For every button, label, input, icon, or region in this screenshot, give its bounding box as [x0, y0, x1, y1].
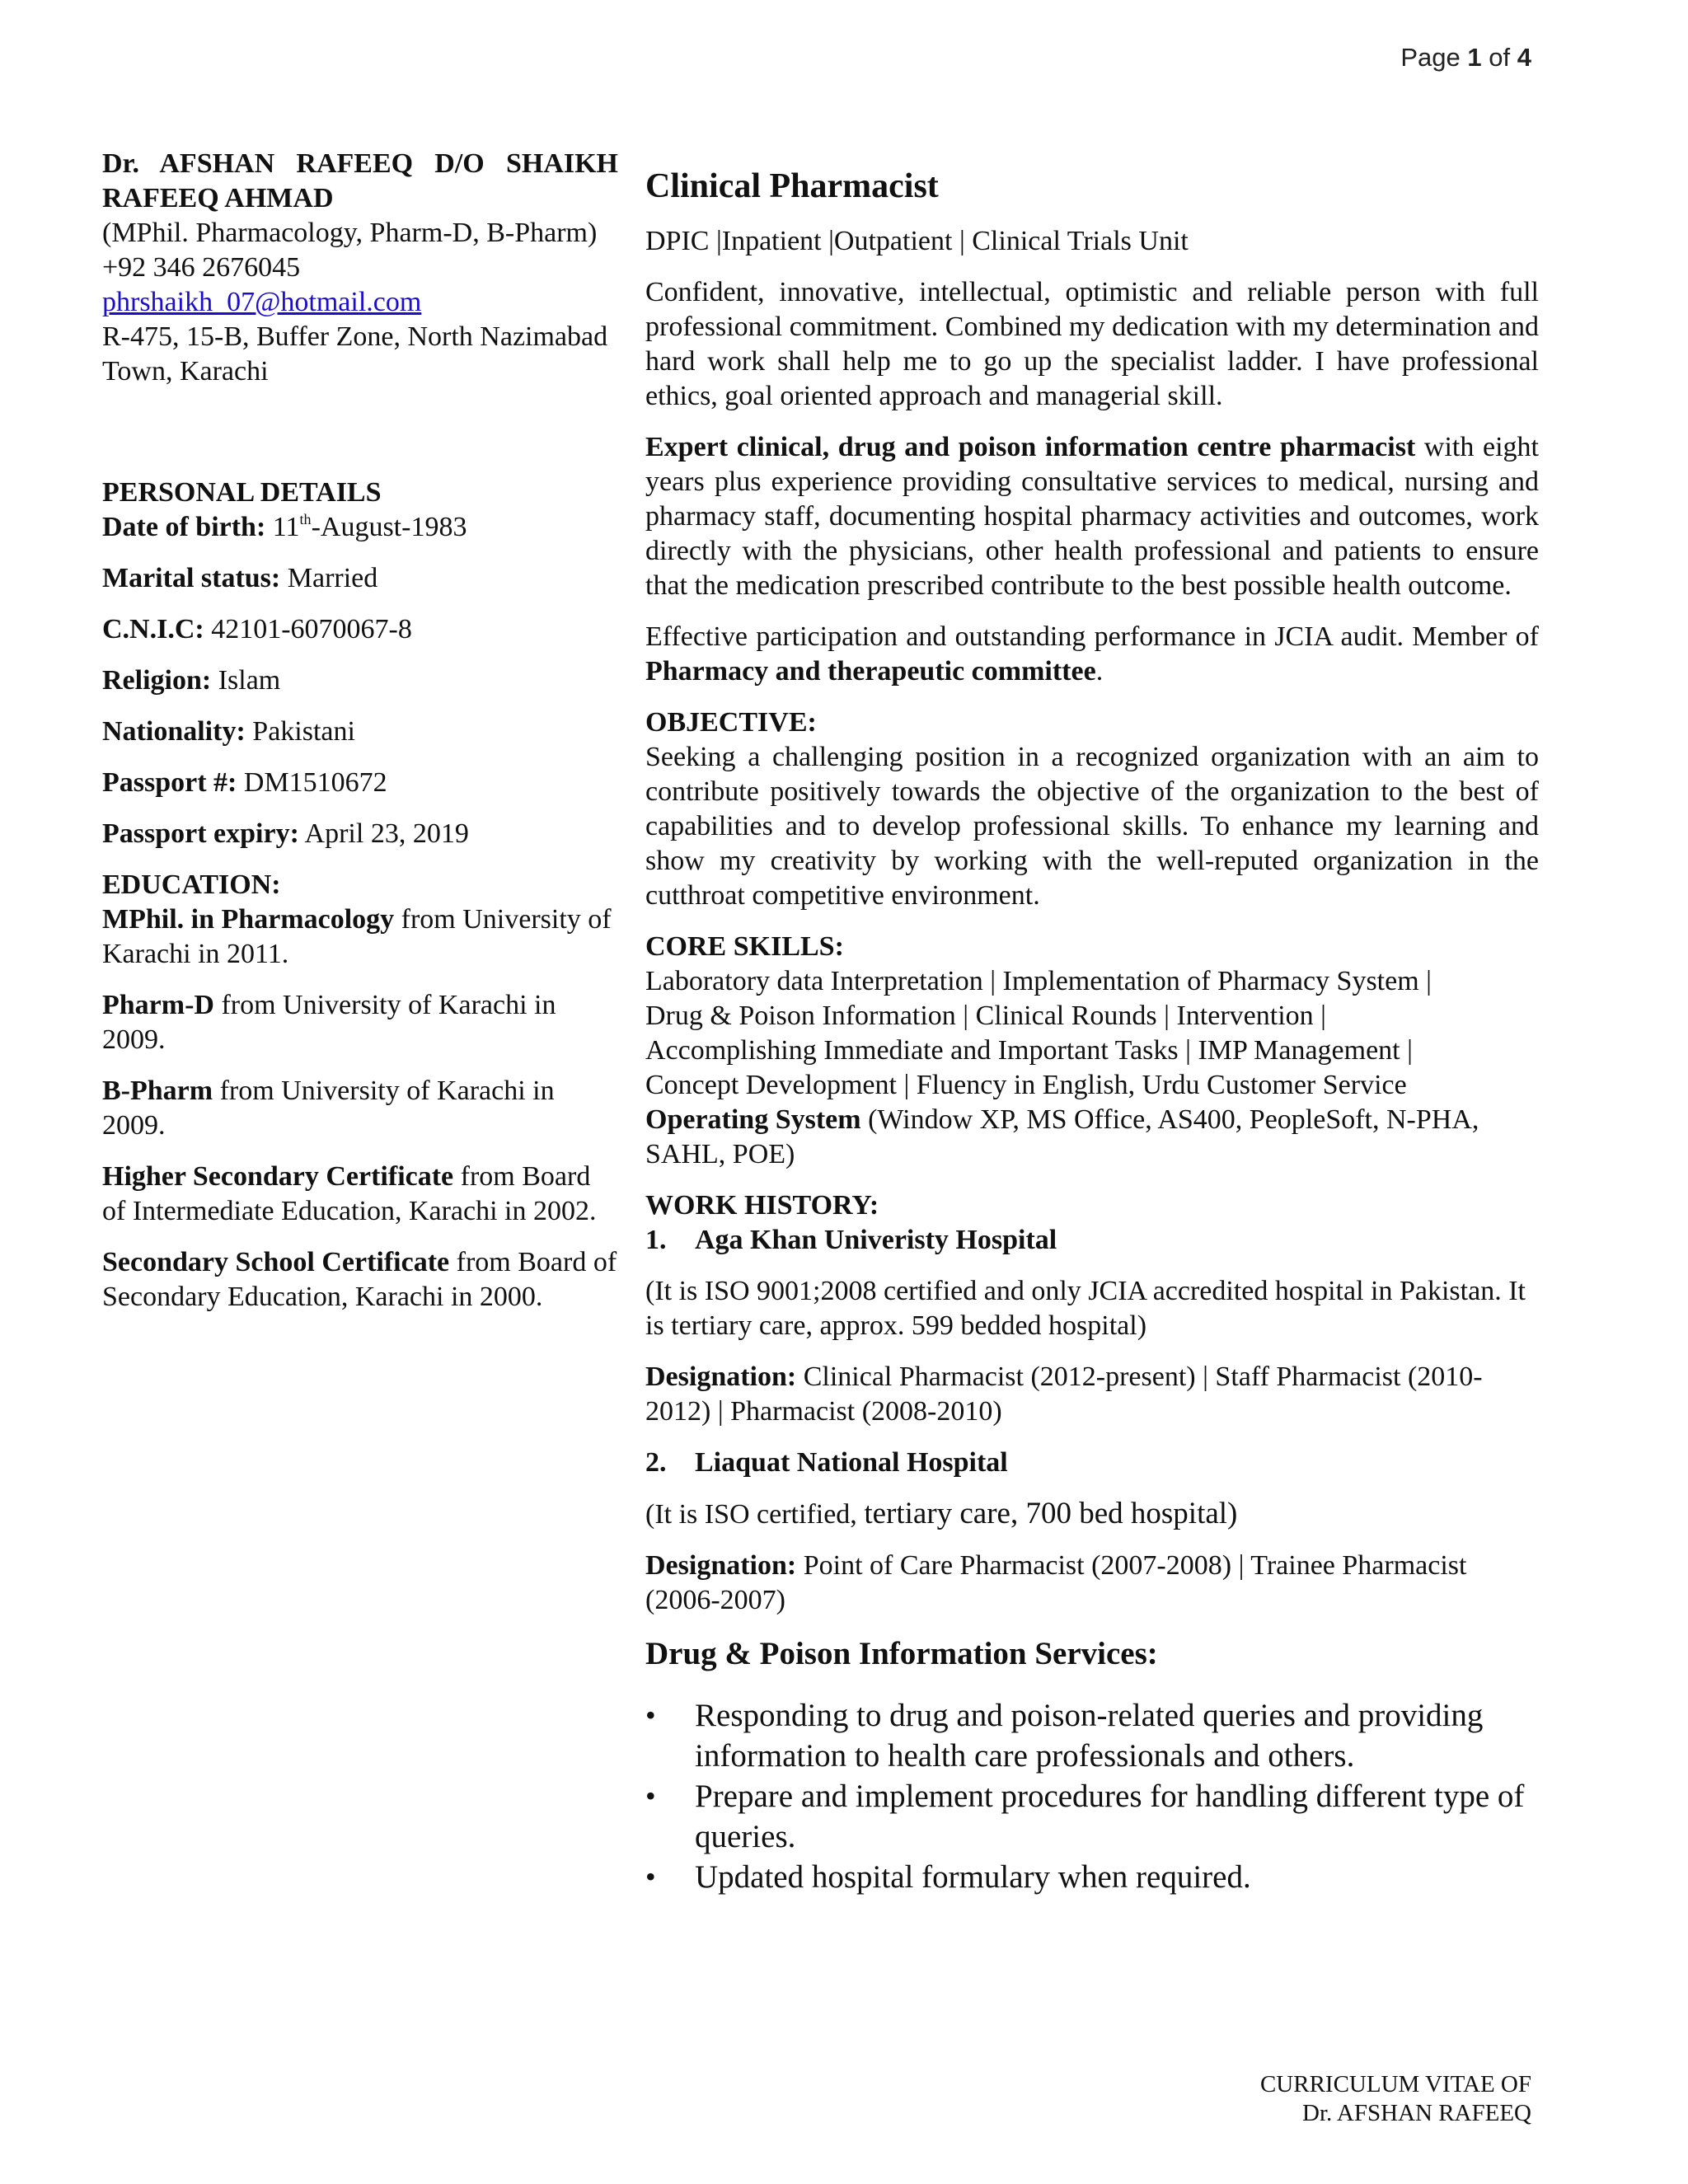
- education-degree: Higher Secondary Certificate: [102, 1161, 454, 1192]
- services-list: [645, 1695, 1539, 1897]
- expertise-bold: Expert clinical, drug and poison information centre pharmacist: [645, 432, 1416, 462]
- passport-label: Passport #:: [102, 767, 237, 798]
- service-text: Prepare and implement procedures for handling different type of queries.: [695, 1779, 1525, 1854]
- passport-row: [102, 766, 618, 800]
- service-text: Responding to drug and poison-related queries and providing information to health care professionals and others.: [695, 1698, 1484, 1774]
- education-item: [102, 988, 618, 1057]
- left-column: [102, 147, 618, 1331]
- list-item: [645, 1695, 1539, 1776]
- marital-value: Married: [287, 563, 378, 593]
- education-degree: Secondary School Certificate: [102, 1247, 450, 1277]
- education-details: from University of Karachi in 2009.: [102, 1076, 555, 1141]
- job-number: 2.: [645, 1447, 667, 1478]
- passport-value: DM1510672: [243, 767, 387, 798]
- spacer: [102, 389, 618, 476]
- bullet-icon: •: [645, 1860, 656, 1893]
- education-degree: MPhil. in Pharmacology: [102, 904, 395, 935]
- right-column: [645, 165, 1539, 1897]
- committee-name: Pharmacy and therapeutic committee: [645, 656, 1096, 687]
- email-link[interactable]: phrshaikh_07@hotmail.com: [102, 287, 422, 317]
- dob-label: Date of birth:: [102, 512, 266, 542]
- nationality-row: [102, 715, 618, 749]
- jcia-end: .: [1095, 656, 1104, 687]
- footer-line-2: Dr. AFSHAN RAFEEQ: [1302, 2100, 1531, 2126]
- education-item: [102, 1074, 618, 1143]
- footer-line-1: CURRICULUM VITAE OF: [1259, 2071, 1531, 2097]
- education-item: [102, 1160, 618, 1229]
- passport-expiry-row: [102, 817, 618, 851]
- qualifications: (MPhil. Pharmacology, Pharm-D, B-Pharm): [102, 218, 598, 248]
- religion-value: Islam: [218, 665, 281, 696]
- page-of: of: [1489, 43, 1511, 72]
- skills-line: Accomplishing Immediate and Important Tasks | IMP Management |: [645, 1035, 1413, 1066]
- service-text: Updated hospital formulary when required.: [695, 1859, 1251, 1895]
- education-details: from Board of Secondary Education, Karachi in 2000.: [102, 1247, 617, 1312]
- profile-summary: Confident, innovative, intellectual, optimistic and reliable person with full professional commitment. Combined my dedication with my determination and hard work shall help me to go up the specialist ladder. I have professional ethics, goal oriented approach and managerial skill.: [645, 277, 1539, 411]
- core-skills-heading: CORE SKILLS:: [645, 931, 844, 962]
- employer-name: Liaquat National Hospital: [695, 1447, 1008, 1478]
- marital-row: [102, 561, 618, 596]
- expertise-paragraph: [645, 430, 1539, 603]
- jcia-paragraph: [645, 620, 1539, 689]
- page-label: Page: [1400, 43, 1461, 72]
- objective-text: Seeking a challenging position in a recognized organization with an aim to contribute positively towards the objective of the organization to the best of capabilities and to develop professional skills. To enhance my learning and show my creativity by working with the well-reputed organization in the cutthroat competitive environment.: [645, 742, 1539, 911]
- address: R-475, 15-B, Buffer Zone, North Nazimabad Town, Karachi: [102, 321, 608, 387]
- nationality-value: Pakistani: [252, 716, 355, 747]
- dob-rest: -August-1983: [311, 512, 467, 542]
- bullet-icon: •: [645, 1699, 656, 1732]
- objective-heading: OBJECTIVE:: [645, 707, 817, 738]
- education-item: [102, 902, 618, 972]
- job-number: 1.: [645, 1225, 667, 1255]
- education-item: [102, 1245, 618, 1315]
- os-value: (Window XP, MS Office, AS400, PeopleSoft, N-PHA, SAHL, POE): [645, 1104, 1479, 1169]
- employer-name: Aga Khan Univeristy Hospital: [695, 1225, 1057, 1255]
- dob-row: [102, 510, 618, 545]
- education-details: from Board of Intermediate Education, Karachi in 2002.: [102, 1161, 597, 1226]
- job-heading: [645, 1223, 1539, 1258]
- education-degree: Pharm-D: [102, 990, 214, 1020]
- designation-row: [645, 1360, 1539, 1429]
- marital-label: Marital status:: [102, 563, 281, 593]
- employer-about: [645, 1497, 1539, 1532]
- education-details: from University of Karachi in 2011.: [102, 904, 612, 969]
- passport-expiry-label: Passport expiry:: [102, 818, 299, 849]
- phone-number: +92 346 2676045: [102, 252, 301, 283]
- work-history-heading: WORK HISTORY:: [645, 1190, 879, 1221]
- employer-about: (It is ISO 9001;2008 certified and only JCIA accredited hospital in Pakistan. It is tertiary care, approx. 599 bedded hospital): [645, 1276, 1526, 1341]
- skills-line: Laboratory data Interpretation | Implementation of Pharmacy System |: [645, 966, 1432, 996]
- os-label: Operating System: [645, 1104, 861, 1135]
- nationality-label: Nationality:: [102, 716, 246, 747]
- religion-label: Religion:: [102, 665, 212, 696]
- cnic-row: [102, 612, 618, 647]
- skills-line: Drug & Poison Information | Clinical Rounds | Intervention |: [645, 1001, 1326, 1031]
- jcia-text: Effective participation and outstanding performance in JCIA audit. Member of: [645, 621, 1539, 652]
- job-title: Clinical Pharmacist: [645, 167, 939, 205]
- designation-label: Designation:: [645, 1361, 797, 1392]
- operating-system-row: [645, 1103, 1539, 1172]
- designation-value: Point of Care Pharmacist (2007-2008) | Trainee Pharmacist (2006-2007): [645, 1550, 1467, 1615]
- education-details: from University of Karachi in 2009.: [102, 990, 556, 1055]
- dob-suffix: th: [299, 511, 312, 527]
- employer-about-end: tertiary care, 700 bed hospital): [864, 1497, 1238, 1530]
- designation-label: Designation:: [645, 1550, 797, 1581]
- employer-about-start: (It is ISO certified,: [645, 1499, 865, 1530]
- personal-details-heading: PERSONAL DETAILS: [102, 477, 382, 508]
- page-indicator: [1400, 43, 1531, 73]
- education-degree: B-Pharm: [102, 1076, 213, 1106]
- expertise-text: with eight years plus experience providing consultative services to medical, nursing and pharmacy staff, documenting hospital pharmacy activities and outcomes, work directly with the physicians, other health professional and patients to ensure that the medication prescribed contribute to the best possible health outcome.: [645, 432, 1539, 601]
- unit-list: DPIC |Inpatient |Outpatient | Clinical Trials Unit: [645, 226, 1189, 256]
- education-heading: EDUCATION:: [102, 869, 281, 900]
- page-current: 1: [1467, 43, 1482, 72]
- cnic-value: 42101-6070067-8: [211, 614, 412, 644]
- job-heading: [645, 1446, 1539, 1480]
- designation-value: Clinical Pharmacist (2012-present) | Staff Pharmacist (2010-2012) | Pharmacist (2008-2010): [645, 1361, 1483, 1427]
- designation-row: [645, 1549, 1539, 1618]
- list-item: [645, 1857, 1539, 1897]
- core-skills-block: [645, 964, 1539, 1172]
- cnic-label: C.N.I.C:: [102, 614, 204, 644]
- page-total: 4: [1517, 43, 1531, 72]
- bullet-icon: •: [645, 1779, 656, 1812]
- list-item: [645, 1776, 1539, 1857]
- candidate-name: Dr. AFSHAN RAFEEQ D/O SHAIKH RAFEEQ AHMAD: [102, 148, 618, 213]
- services-heading: Drug & Poison Information Services:: [645, 1636, 1158, 1671]
- page-footer: [1260, 2070, 1531, 2128]
- passport-expiry-value: April 23, 2019: [304, 818, 469, 849]
- dob-day: 11: [272, 512, 300, 542]
- religion-row: [102, 663, 618, 698]
- skills-line: Concept Development | Fluency in English, Urdu Customer Service: [645, 1070, 1407, 1100]
